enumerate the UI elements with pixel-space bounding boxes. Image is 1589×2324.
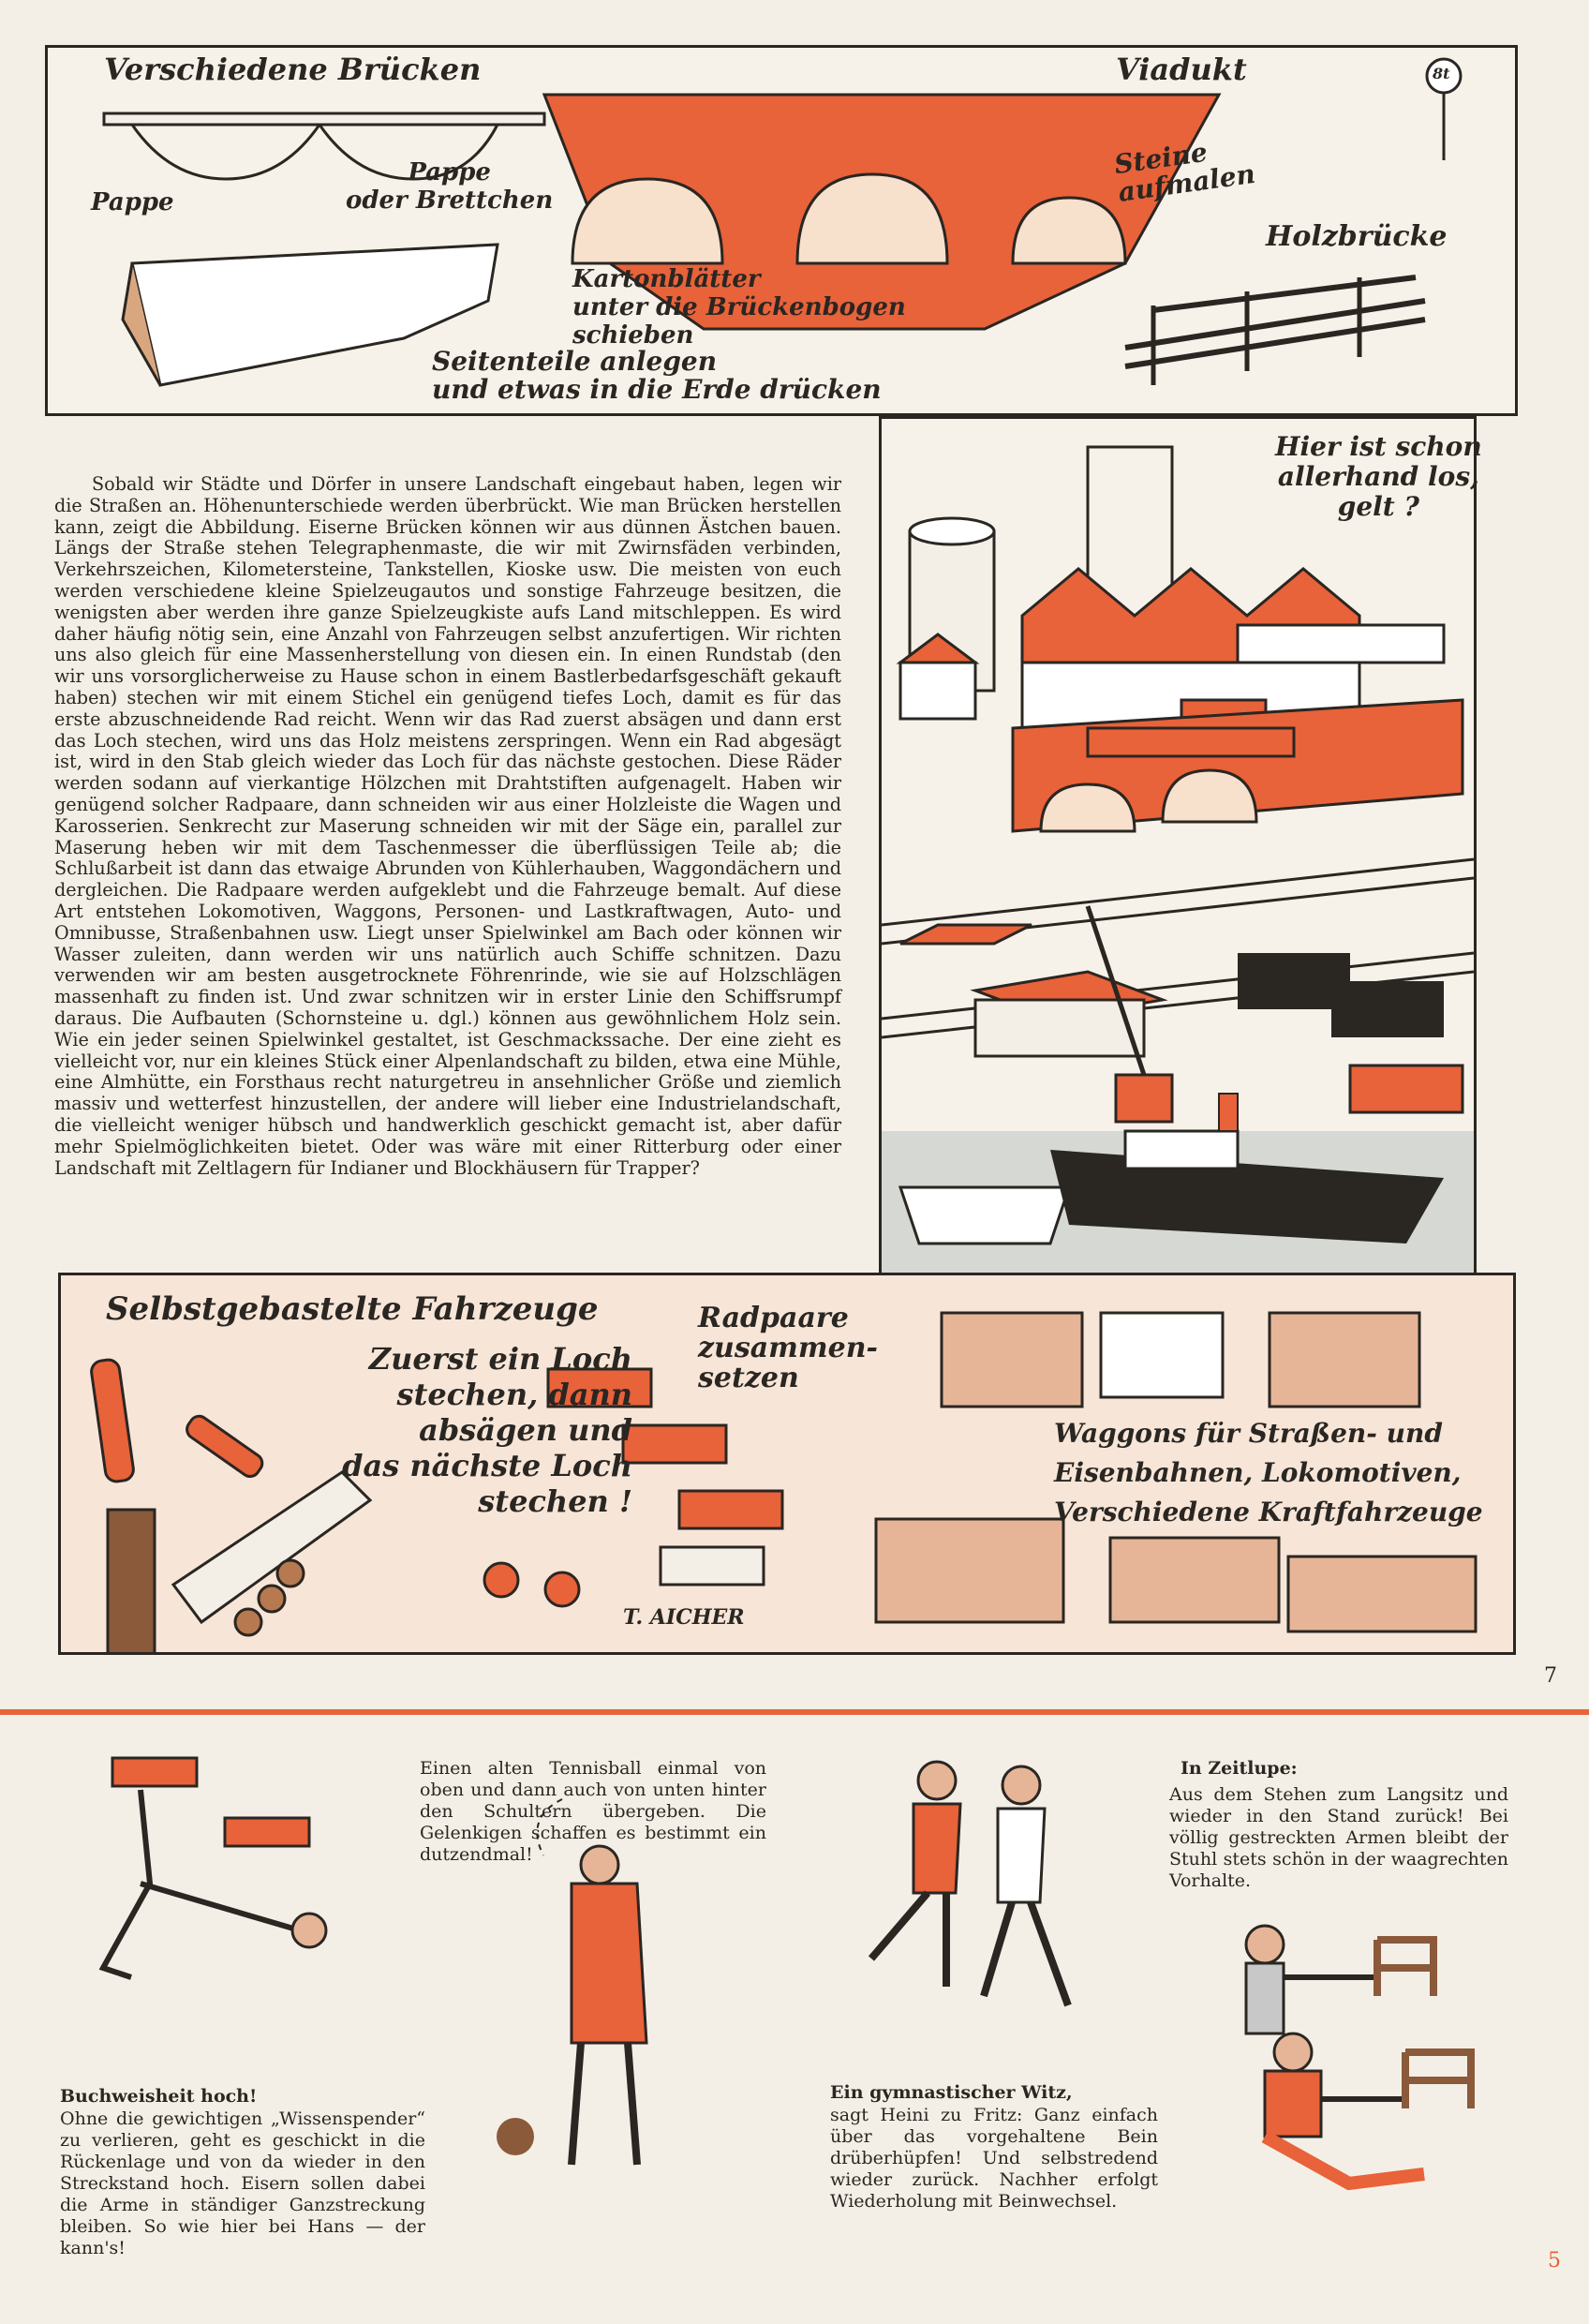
waggons-label: Waggons für Straßen- und Eisenbahnen, Lokomotiven, Verschiedene Kraftfahrzeuge (1054, 1418, 1483, 1527)
article-paragraph: Sobald wir Städte und Dörfer in unsere Landschaft eingebaut haben, legen wir die Straßen an. Höhenunterschiede werden überbrückt. Wie man Brücken herstellen kann, zeigt die Abbildung. Eiserne Brücken können wir aus dünnen Ästchen bauen. Längs der Straße stehen Telegraphenmaste, die wir mit Zwirnsfäden verbinden, Verkehrszeichen, Kilometersteine, Tankstellen, Kioske usw. Die meisten von euch werden verschiedene kleine Spielzeugautos und sonstige Fahrzeuge besitzen, die wenigsten aber werden ihre ganze Spielzeugkiste aufs Land mitschleppen. Es wird daher häufig nötig sein, eine Anzahl von Fahrzeugen selbst anzufertigen. Wir richten uns also gleich für eine Massenherstellung von diesen ein. In einen Rundstab (den wir uns vorsorglicherweise zu Hause schon in einem Bastlerbedarfsgeschäft gekauft haben) stechen wir mit einem Stichel ein genügend tiefes Loch, damit es für das erste abzuschneidende Rad reicht. Wenn wir das Rad zuerst absägen und dann erst das Loch stechen, wird uns das Holz meistens zerspringen. Wenn ein Rad abgesägt ist, wird in den Stab gleich wieder das Loch für das nächste gestochen. Diese Räder werden sodann auf vierkantige Hölzchen mit Drahtstiften aufgenagelt. Haben wir genügend solcher Radpaare, dann schneiden wir aus einer Holzleiste die Wagen und Karosserien. Senkrecht zur Maserung schneiden wir mit der Säge ein, parallel zur Maserung heben wir mit dem Taschenmesser die überflüssigen Teile ab; die Schlußarbeit ist dann das etwaige Abrunden von Kühlerhauben, Waggondächern und dergleichen. Die Radpaare werden aufgeklebt und die Fahrzeuge bemalt. Auf diese Art entstehen Lokomotiven, Waggons, Personen- und Lastkraftwagen, Auto- und Omnibusse, Straßenbahnen usw. Liegt unser Spielwinkel am Bach oder können wir Wasser zuleiten, dann werden wir uns natürlich auch Schiffe schnitzen. Dazu verwenden wir am besten ausgetrocknete Föhrenrinde, wie sie auf Holzschlägen massenhaft zu finden ist. Und zwar schnitzen wir in erster Linie den Schiffsrumpf daraus. Die Aufbauten (Schornsteine u. dgl.) können aus gewöhnlichem Holz sein. Wie ein jeder seinen Spielwinkel gestaltet, ist Geschmackssache. Der eine zieht es vielleicht vor, nur ein kleines Stück einer Alpenlandschaft zu bilden, etwa eine Mühle, eine Almhütte, ein Forsthaus recht naturgetreu in ansehnlicher Größe und ziemlich massiv und wetterfest hinzustellen, der andere will lieber eine Industrielandschaft, die vielleicht weniger hübsch und handwerklich geschickt gemacht ist, aber dafür mehr Spielmöglichkeiten bietet. Oder was wäre mit einer Ritterburg oder einer Landschaft mit Zeltlagern für Indianer und Blockhäusern für Trapper? (54, 473, 841, 1179)
witz-title: Ein gymnastischer Witz, (830, 2082, 1073, 2103)
page-number-bottom: 5 (1548, 2249, 1561, 2272)
page-divider (0, 1709, 1589, 1715)
article-body (54, 474, 841, 1179)
vehicles-title: Selbstgebastelte Fahrzeuge (106, 1290, 599, 1328)
book-title: Buchweisheit hoch! (60, 2086, 258, 2107)
vehicles-step-label: Zuerst ein Loch stechen, dann absägen und das nächste Loch stechen ! (342, 1341, 632, 1519)
bridges-title: Verschiedene Brücken (104, 52, 482, 87)
viaduct-label: Viadukt (1116, 52, 1247, 87)
page-number-top: 7 (1544, 1664, 1557, 1688)
pappe-label: Pappe (91, 188, 174, 216)
book-text: Ohne die gewichtigen „Wissenspender“ zu verlieren, geht es geschickt in die Rückenlage und von da wieder in den Streckstand hoch. Eisern sollen dabei die Arme in ständiger Ganzstreckung bleiben. So wie hier bei Hans — der kann's! (60, 2108, 425, 2258)
holzbruecke-label: Holzbrücke (1266, 220, 1448, 253)
seitenteile-label: Seitenteile anlegen und etwas in die Erde drücken (432, 346, 882, 405)
radpaare-label: Radpaare zusammen- setzen (698, 1302, 879, 1394)
steine-label: Steine aufmalen (1112, 136, 1257, 208)
tennis-text: Einen alten Tennisball einmal von oben und dann auch von unten hinter den Schultern übergeben. Die Gelenkigen schaffen es bestimmt ein dutzendmal! (420, 1758, 766, 1865)
landscape-illustration (882, 419, 1474, 1285)
artist-signature: T. AICHER (623, 1605, 745, 1630)
speed-sign-number: 8t (1433, 65, 1450, 82)
zeit-title: In Zeitlupe: (1181, 1758, 1298, 1779)
zeit-text: Aus dem Stehen zum Langsitz und wieder in den Stand zurück! Bei völlig gestreckten Armen bleibt der Stuhl stets schön in der waagrechten Vorhalte. (1169, 1784, 1508, 1891)
bridges-panel (45, 45, 1518, 416)
karton-label: Kartonblätter unter die Brückenbogen schieben (572, 265, 906, 350)
landscape-panel (879, 416, 1482, 1288)
vehicles-panel (58, 1273, 1516, 1655)
pappe-oder-label: Pappe oder Brettchen (346, 158, 554, 215)
landscape-speech: Hier ist schon allerhand los, gelt ? (1275, 431, 1482, 522)
witz-text: sagt Heini zu Fritz: Ganz einfach über das vorgehaltene Bein drüberhüpfen! Und selbstredend wieder zurück. Nachher erfolgt Wiederholung mit Beinwechsel. (830, 2105, 1158, 2212)
